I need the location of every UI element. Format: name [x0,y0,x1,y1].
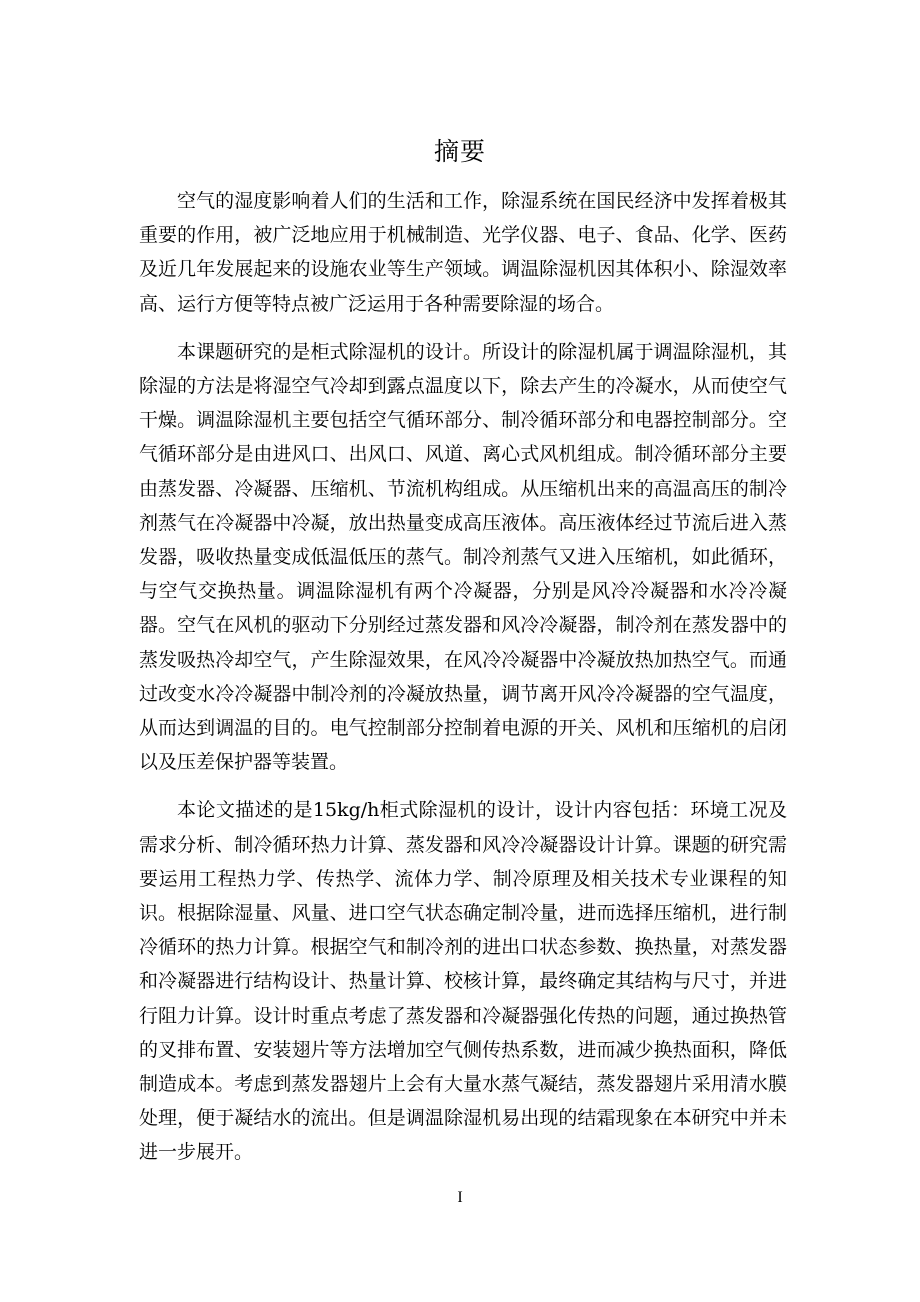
abstract-paragraph-2: 本课题研究的是柜式除湿机的设计。所设计的除湿机属于调温除湿机，其除湿的方法是将湿空气冷却到露点温度以下，除去产生的冷凝水，从而使空气干燥。调温除湿机主要包括空气循环部分、制冷循环部分和电器控制部分。空气循环部分是由进风口、出风口、风道、离心式风机组成。制冷循环部分主要由蒸发器、冷凝器、压缩机、节流机构组成。从压缩机出来的高温高压的制冷剂蒸气在冷凝器中冷凝，放出热量变成高压液体。高压液体经过节流后进入蒸发器，吸收热量变成低温低压的蒸气。制冷剂蒸气又进入压缩机，如此循环，与空气交换热量。调温除湿机有两个冷凝器，分别是风冷冷凝器和水冷冷凝器。空气在风机的驱动下分别经过蒸发器和风冷冷凝器，制冷剂在蒸发器中的蒸发吸热冷却空气，产生除湿效果，在风冷冷凝器中冷凝放热加热空气。而通过改变水冷冷凝器中制冷剂的冷凝放热量，调节离开风冷冷凝器的空气温度，从而达到调温的目的。电气控制部分控制着电源的开关、风机和压缩机的启闭以及压差保护器等装置。 [139,340,787,774]
abstract-body [139,184,787,1170]
abstract-paragraph-3: 本论文描述的是15kg/h柜式除湿机的设计，设计内容包括：环境工况及需求分析、制冷循环热力计算、蒸发器和风冷冷凝器设计计算。课题的研究需要运用工程热力学、传热学、流体力学、制冷原理及相关技术专业课程的知识。根据除湿量、风量、进口空气状态确定制冷量，进而选择压缩机，进行制冷循环的热力计算。根据空气和制冷剂的进出口状态参数、换热量，对蒸发器和冷凝器进行结构设计、热量计算、校核计算，最终确定其结构与尺寸，并进行阻力计算。设计时重点考虑了蒸发器和冷凝器强化传热的问题，通过换热管的叉排布置、安装翅片等方法增加空气侧传热系数，进而减少换热面积，降低制造成本。考虑到蒸发器翅片上会有大量水蒸气凝结，蒸发器翅片采用清水膜处理，便于凝结水的流出。但是调温除湿机易出现的结霜现象在本研究中并未进一步展开。 [139,799,787,1164]
page-title: 摘要 [433,137,486,166]
abstract-paragraph-1: 空气的湿度影响着人们的生活和工作，除湿系统在国民经济中发挥着极其重要的作用，被广泛地应用于机械制造、光学仪器、电子、食品、化学、医药及近几年发展起来的设施农业等生产领域。调温除湿机因其体积小、除湿效率高、运行方便等特点被广泛运用于各种需要除湿的场合。 [139,190,787,315]
page-number: I [457,1189,463,1206]
